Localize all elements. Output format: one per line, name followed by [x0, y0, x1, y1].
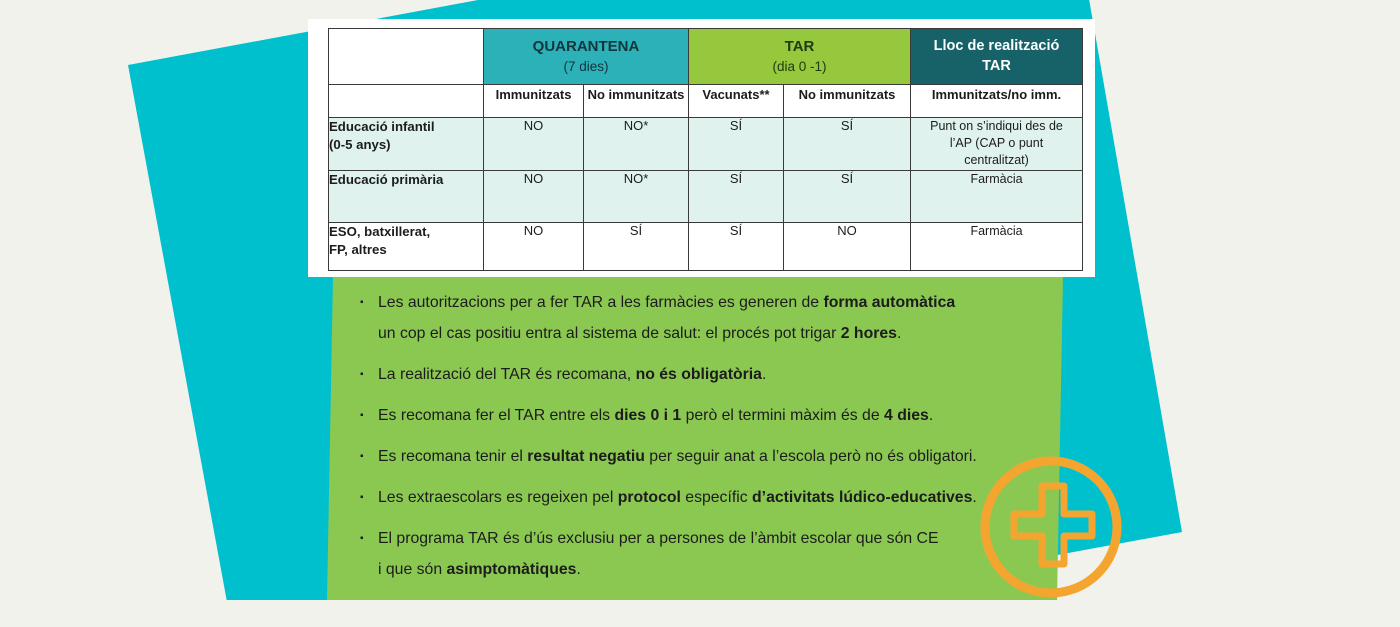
expand-plus-button[interactable] — [951, 427, 1151, 627]
group-header-tar — [689, 29, 911, 85]
blank-corner-cell — [329, 29, 484, 85]
group-subtitle: (7 dies) — [563, 58, 609, 74]
subheader-cell: Immunitzats/no imm. — [911, 85, 1083, 118]
table-cell: SÍ — [784, 118, 911, 171]
bullet-icon: ▪ — [360, 533, 364, 544]
table-row — [329, 118, 1083, 171]
group-header-lloc — [911, 29, 1083, 85]
protocol-table — [328, 28, 1083, 271]
group-header-row — [329, 29, 1083, 85]
group-subtitle: TAR — [982, 57, 1011, 74]
table-cell-place: Farmàcia — [911, 223, 1083, 271]
list-item — [360, 287, 1060, 349]
subheader-cell: Immunitzats — [484, 85, 584, 118]
table-cell: SÍ — [689, 171, 784, 223]
table-cell: NO — [484, 171, 584, 223]
bullet-text: El programa TAR és d’ús exclusiu per a persones de l’àmbit escolar que són CE i que són asimptomàtiques. — [378, 530, 939, 578]
bullet-text: La realització del TAR és recomana, no és obligatòria. — [378, 366, 767, 383]
row-header-cell: Educació primària — [329, 171, 484, 223]
plus-button-ring — [985, 461, 1117, 593]
group-header-quarantena — [484, 29, 689, 85]
subheader-cell: No immunitzats — [784, 85, 911, 118]
bullet-text: Es recomana tenir el resultat negatiu per seguir anat a l’escola però no és obligatori. — [378, 448, 977, 465]
table-cell: SÍ — [689, 118, 784, 171]
group-title: Lloc de realització — [933, 37, 1060, 54]
subheader-cell: Vacunats** — [689, 85, 784, 118]
table-cell-place: Punt on s’indiqui des de l’AP (CAP o punt centralitzat) — [911, 118, 1083, 171]
table-cell: NO* — [584, 171, 689, 223]
subheader-cell: No immunitzats — [584, 85, 689, 118]
table-card — [308, 19, 1095, 277]
subheader-row — [329, 85, 1083, 118]
table-body — [329, 118, 1083, 271]
subheader-blank-cell — [329, 85, 484, 118]
bullet-text: Les extraescolars es regeixen pel protocol específic d’activitats lúdico-educatives. — [378, 489, 977, 506]
row-header-cell: ESO, batxillerat, FP, altres — [329, 223, 484, 271]
table-cell: NO* — [584, 118, 689, 171]
list-item — [360, 359, 1060, 390]
bullet-icon: ▪ — [360, 492, 364, 503]
group-title: TAR — [784, 38, 815, 56]
table-row — [329, 171, 1083, 223]
table-cell: SÍ — [584, 223, 689, 271]
group-title: QUARANTENA — [532, 38, 640, 56]
group-subtitle: (dia 0 -1) — [772, 58, 827, 74]
bullet-icon: ▪ — [360, 369, 364, 380]
bullet-icon: ▪ — [360, 451, 364, 462]
table-cell-place: Farmàcia — [911, 171, 1083, 223]
bullet-icon: ▪ — [360, 410, 364, 421]
plus-icon — [1014, 486, 1092, 564]
table-cell: NO — [484, 118, 584, 171]
table-cell: NO — [484, 223, 584, 271]
bullet-text: Es recomana fer el TAR entre els dies 0 i 1 però el termini màxim és de 4 dies. — [378, 407, 934, 424]
table-cell: NO — [784, 223, 911, 271]
table-cell: SÍ — [784, 171, 911, 223]
table-row — [329, 223, 1083, 271]
bullet-text: Les autoritzacions per a fer TAR a les farmàcies es generen de forma automàtica un cop el cas positiu entra al sistema de salut: el procés pot trigar 2 hores. — [378, 294, 956, 342]
bullet-icon: ▪ — [360, 297, 364, 308]
table-cell: SÍ — [689, 223, 784, 271]
row-header-cell: Educació infantil (0-5 anys) — [329, 118, 484, 171]
